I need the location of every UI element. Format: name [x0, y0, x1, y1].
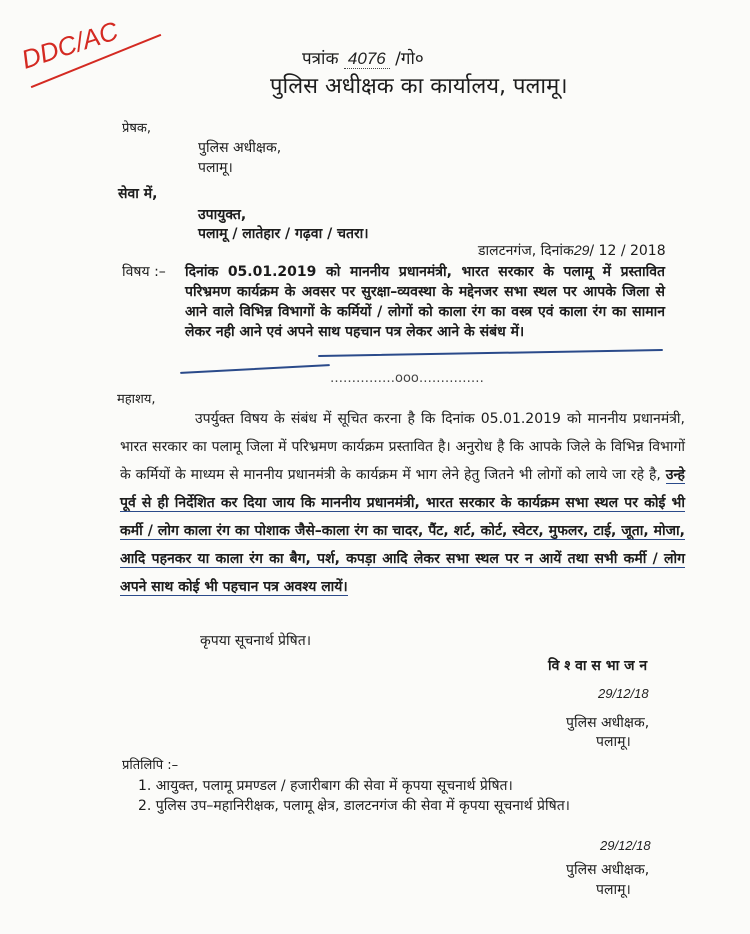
copy-item-1: 1. आयुक्त, पलामू प्रमण्डल / हजारीबाग की सेवा में कृपया सूचनार्थ प्रेषित। [138, 778, 513, 794]
closing: कृपया सूचनार्थ प्रेषित। [200, 633, 312, 649]
body-instruction: उन्हे पूर्व से ही निर्देशित कर दिया जाय कि माननीय प्रधानमंत्री, भारत सरकार के कार्यक्रम सभा स्थल पर कोई भी कर्मी / लोग काला रंग का पोशाक जैसे–काला रंग का चादर, पैंट, शर्ट, कोर्ट, स्वेटर, मुफलर, टाई, जूता, मोजा, आदि पहनकर या काला रंग का बैग, पर्श, कपड़ा आदि लेकर सभा स्थल पर न आयें तथा सभी कर्मी / लोग अपने साथ कोई भी पहचान पत्र अवश्य लायें। [120, 467, 685, 595]
ref-number: 4076 [344, 49, 390, 69]
office-title: पुलिस अधीक्षक का कार्यालय, पलामू। [270, 74, 568, 99]
signer2-place: पलामू। [596, 882, 631, 898]
pen-underline [180, 364, 330, 374]
recipient-label: सेवा में, [118, 186, 158, 202]
signature-date: 29/12/18 [598, 686, 649, 701]
salutation: महाशय, [117, 392, 156, 407]
dateline [478, 241, 666, 260]
pen-underline [318, 349, 663, 357]
copy-item-2: 2. पुलिस उप–महानिरीक्षक, पलामू क्षेत्र, डालटनगंज की सेवा में कृपया सूचनार्थ प्रेषित। [138, 798, 570, 814]
letter-body [120, 405, 685, 601]
signer-designation: पुलिस अधीक्षक, [566, 715, 650, 731]
recipient-line1: उपायुक्त, [198, 207, 247, 223]
sender-line2: पलामू। [198, 160, 233, 176]
letter-reference [302, 46, 424, 69]
signature-date-2: 29/12/18 [600, 838, 651, 853]
separator: ……………ooo…………… [330, 371, 484, 386]
date-place: डालटनगंज, दिनांक [478, 243, 574, 259]
copy-label: प्रतिलिपि :– [122, 758, 179, 773]
recipient-line2: पलामू / लातेहार / गढ़वा / चतरा। [198, 226, 369, 242]
ddc-ac-handwritten-stamp: DDC/AC [17, 15, 122, 75]
ref-label: पत्रांक [302, 49, 339, 69]
signer-place: पलामू। [596, 734, 631, 750]
subject-text: दिनांक 05.01.2019 को माननीय प्रधानमंत्री, भारत सरकार के पलामू में प्रस्तावित परिभ्रमण कार्यक्रम के अवसर पर सुरक्षा–व्यवस्था के मद्देनजर सभा स्थल पर आपके जिला से आने वाले विभिन्न विभागों के कर्मियों / लोगों को काला रंग का वस्त्र एवं काला रंग का सामान लेकर नही आने एवं अपने साथ पहचान पत्र लेकर आने के संबंध में। [185, 264, 665, 340]
ref-suffix: /गो० [395, 49, 424, 69]
date-rest: / 12 / 2018 [589, 243, 666, 259]
sender-label: प्रेषक, [122, 121, 152, 136]
body-part1: उपर्युक्त विषय के संबंध में सूचित करना है कि दिनांक 05.01.2019 को माननीय प्रधानमंत्री, भारत सरकार का पलामू जिला में परिभ्रमण कार्यक्रम प्रस्तावित है। अनुरोध है कि आपके जिले के विभिन्न विभागों के कर्मियों के माध्यम से माननीय प्रधानमंत्री के कार्यक्रम में भाग लेने हेतु जितने भी लोगों को लाये जा रहे है, [120, 411, 685, 483]
signer2-designation: पुलिस अधीक्षक, [566, 862, 650, 878]
subject-label: विषय :– [122, 264, 166, 280]
date-day: 29 [573, 242, 590, 258]
valediction: वि श्‍ वा स भा ज न [548, 658, 648, 674]
sender-line1: पुलिस अधीक्षक, [198, 140, 282, 156]
